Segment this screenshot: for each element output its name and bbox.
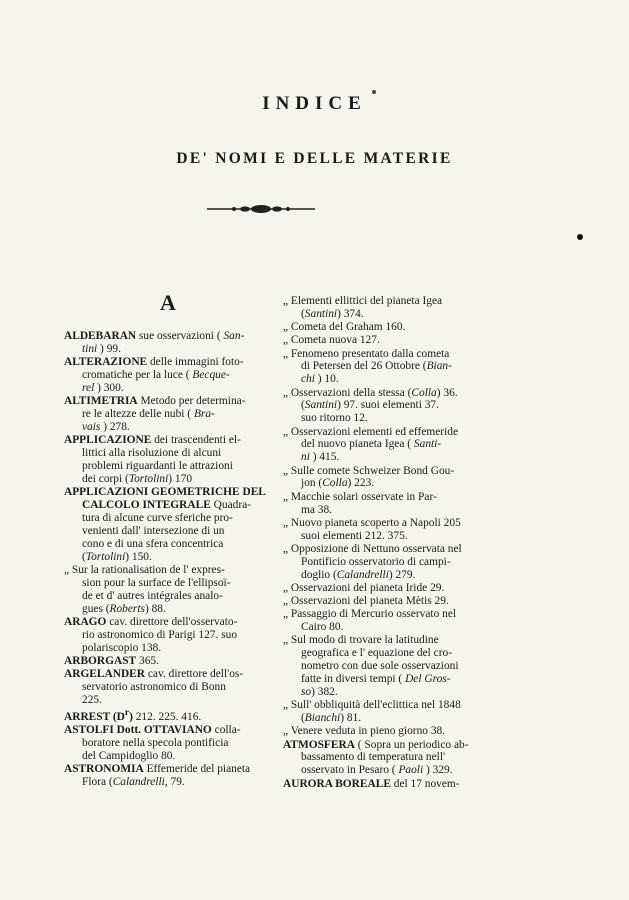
index-entry xyxy=(283,295,501,321)
index-entry-line: Pontificio osservatorio di campi- xyxy=(301,555,451,568)
index-entry-line: (Bianchi) 81. xyxy=(301,712,362,725)
index-entry xyxy=(283,739,501,778)
index-entry-line: „ Venere veduta in pieno giorno 38. xyxy=(283,725,446,738)
index-entry-line: (Tortolini) 150. xyxy=(82,550,152,563)
index-entry xyxy=(283,517,501,543)
index-entry-line: ATMOSFERA ( Sopra un periodico ab- xyxy=(283,738,469,751)
index-entry-line: rio astronomico di Parigi 127. suo xyxy=(82,628,238,641)
index-entry-line: re le altezze delle nubi ( Bra- xyxy=(82,408,215,421)
ornament-divider xyxy=(205,202,317,216)
index-entry xyxy=(64,486,279,563)
index-entry xyxy=(283,608,501,634)
index-entry-line: fatte in diversi tempi ( Del Gros- xyxy=(301,673,451,686)
index-entry-line: jon (Colla) 223. xyxy=(301,477,375,490)
index-entry-line: sion pour la surface de l'ellipsoï- xyxy=(82,576,231,589)
index-column-right xyxy=(283,295,501,791)
index-entry-line: „ Nuovo pianeta scoperto a Napoli 205 xyxy=(283,516,461,529)
index-entry xyxy=(283,595,501,608)
index-entry-line: ARAGO cav. direttore dell'osservato- xyxy=(64,615,238,628)
index-entry-line: „ Sul modo di trovare la latitudine xyxy=(283,634,439,647)
index-entry-line: geografica e l' equazione del cro- xyxy=(301,647,452,660)
index-entry xyxy=(64,724,279,763)
index-entry-line: del Campidoglio 80. xyxy=(82,749,176,762)
index-entry-line: „ Passaggio di Mercurio osservato nel xyxy=(283,608,457,621)
index-entry-line: tura di alcune curve sferiche pro- xyxy=(82,511,233,524)
index-entry-line: CALCOLO INTEGRALE Quadra- xyxy=(82,498,251,511)
index-entry-line: ARGELANDER cav. direttore dell'os- xyxy=(64,667,244,680)
page-subtitle: DE' NOMI E DELLE MATERIE xyxy=(176,150,453,167)
index-entry-line: littici alla risoluzione di alcuni xyxy=(82,447,222,460)
index-entry xyxy=(64,434,279,486)
index-entry xyxy=(64,330,279,356)
index-entry-line: „ Osservazioni della stessa (Colla) 36. xyxy=(283,386,458,399)
index-entry xyxy=(283,725,501,738)
index-entry-line: de et d' autres intégrales analo- xyxy=(82,589,223,602)
index-entry-line: ALTIMETRIA Metodo per determina- xyxy=(64,395,246,408)
index-entry-line: „ Fenomeno presentato dalla cometa xyxy=(283,347,450,360)
index-entry-line: suoi elementi 212. 375. xyxy=(301,529,408,542)
index-entry xyxy=(283,387,501,426)
index-entry-line: Flora (Calandrelli, 79. xyxy=(82,775,185,788)
index-entry-line: vais ) 278. xyxy=(82,420,130,433)
index-entry xyxy=(283,491,501,517)
index-entry-line: del nuovo pianeta Igea ( Santi- xyxy=(301,438,442,451)
index-entry xyxy=(64,668,279,707)
index-entry-line: suo ritorno 12. xyxy=(301,412,368,425)
page-speck xyxy=(577,234,583,240)
page-title: INDICE xyxy=(262,93,367,114)
index-entry-line: problemi riguardanti le attrazioni xyxy=(82,459,233,472)
index-entry-line: ASTRONOMIA Effemeride del pianeta xyxy=(64,762,251,775)
index-entry-line: (Santini) 97. suoi elementi 37. xyxy=(301,399,439,412)
index-entry-line: „ Sulle comete Schweizer Bond Gou- xyxy=(283,464,455,477)
index-entry-line: (Santini) 374. xyxy=(301,307,364,320)
index-entry-line: rel ) 300. xyxy=(82,381,124,394)
index-entry-line: „ Sur la rationalisation de l' expres- xyxy=(64,563,225,576)
index-entry-line: gues (Roberts) 88. xyxy=(82,602,166,615)
index-entry-line: osservato in Pesaro ( Paoli ) 329. xyxy=(301,764,453,777)
index-entry xyxy=(283,634,501,699)
index-entry xyxy=(64,564,279,616)
index-entry-line: „ Sull' obbliquità dell'eclittica nel 1848 xyxy=(283,699,461,712)
index-entry-line: ni ) 415. xyxy=(301,451,340,464)
index-entry xyxy=(283,348,501,387)
index-entry-line: Cairo 80. xyxy=(301,621,344,634)
index-entry-line: „ Osservazioni del pianeta Iride 29. xyxy=(283,581,445,594)
index-entry-line: bassamento di temperatura nell' xyxy=(301,751,446,764)
index-entry xyxy=(283,465,501,491)
index-entry xyxy=(64,395,279,434)
index-entry-line: „ Opposizione di Nettuno osservata nel xyxy=(283,542,462,555)
index-entry xyxy=(283,582,501,595)
index-entry xyxy=(64,616,279,655)
index-entry-line: di Petersen del 26 Ottobre (Bian- xyxy=(301,360,452,373)
index-entry-line: so) 382. xyxy=(301,686,338,699)
index-entry xyxy=(283,426,501,465)
index-entry-line: nometro con due sole osservazioni xyxy=(301,660,459,673)
index-entry-line: chi ) 10. xyxy=(301,373,339,386)
index-entry-line: APPLICAZIONI GEOMETRICHE DEL xyxy=(64,486,266,499)
index-entry-line: „ Cometa nuova 127. xyxy=(283,334,380,347)
index-entry-line: tini ) 99. xyxy=(82,342,121,355)
index-entry-line: „ Elementi ellittici del pianeta Igea xyxy=(283,295,443,307)
section-letter: A xyxy=(160,290,176,315)
index-entry xyxy=(283,778,501,791)
index-entry-line: „ Osservazioni del pianeta Mètis 29. xyxy=(283,595,449,608)
index-entry xyxy=(283,699,501,725)
index-entry-line: ALTERAZIONE delle immagini foto- xyxy=(64,356,244,369)
index-entry-line: 225. xyxy=(82,693,102,706)
index-entry-line: APPLICAZIONE dei trascendenti el- xyxy=(64,434,241,447)
index-entry-line: cono e di una sfera concentrica xyxy=(82,537,224,550)
index-column-left xyxy=(64,330,279,789)
index-entry-line: venienti dall' intersezione di un xyxy=(82,524,225,537)
index-entry xyxy=(64,707,279,724)
index-entry-line: ma 38. xyxy=(301,503,333,516)
index-entry xyxy=(64,763,279,789)
index-entry xyxy=(283,334,501,347)
index-entry xyxy=(64,655,279,668)
index-entry-line: cromatiche per la luce ( Becque- xyxy=(82,369,230,382)
index-entry xyxy=(283,543,501,582)
index-entry-line: ARBORGAST 365. xyxy=(64,654,159,667)
index-entry xyxy=(64,356,279,395)
index-entry-line: dei corpi (Tortolini) 170 xyxy=(82,472,193,485)
index-entry-line: polariscopio 138. xyxy=(82,641,162,654)
index-entry-line: „ Osservazioni elementi ed effemeride xyxy=(283,425,458,438)
index-entry-line: boratore nella specola pontificia xyxy=(82,736,229,749)
index-entry-line: doglio (Calandrelli) 279. xyxy=(301,568,416,581)
index-entry-line: „ Cometa del Graham 160. xyxy=(283,321,406,334)
page-speck xyxy=(372,90,376,94)
index-entry-line: AURORA BOREALE del 17 novem- xyxy=(283,777,460,790)
index-entry-line: ASTOLFI Dott. OTTAVIANO colla- xyxy=(64,723,241,736)
index-entry-line: servatorio astronomico di Bonn xyxy=(82,680,226,693)
index-entry-line: ALDEBARAN sue osservazioni ( San- xyxy=(64,330,245,342)
index-entry-line: ARREST $(D^r)$ 212. 225. 416. xyxy=(64,707,202,723)
index-entry xyxy=(283,321,501,334)
index-entry-line: „ Macchie solari osservate in Par- xyxy=(283,490,437,503)
